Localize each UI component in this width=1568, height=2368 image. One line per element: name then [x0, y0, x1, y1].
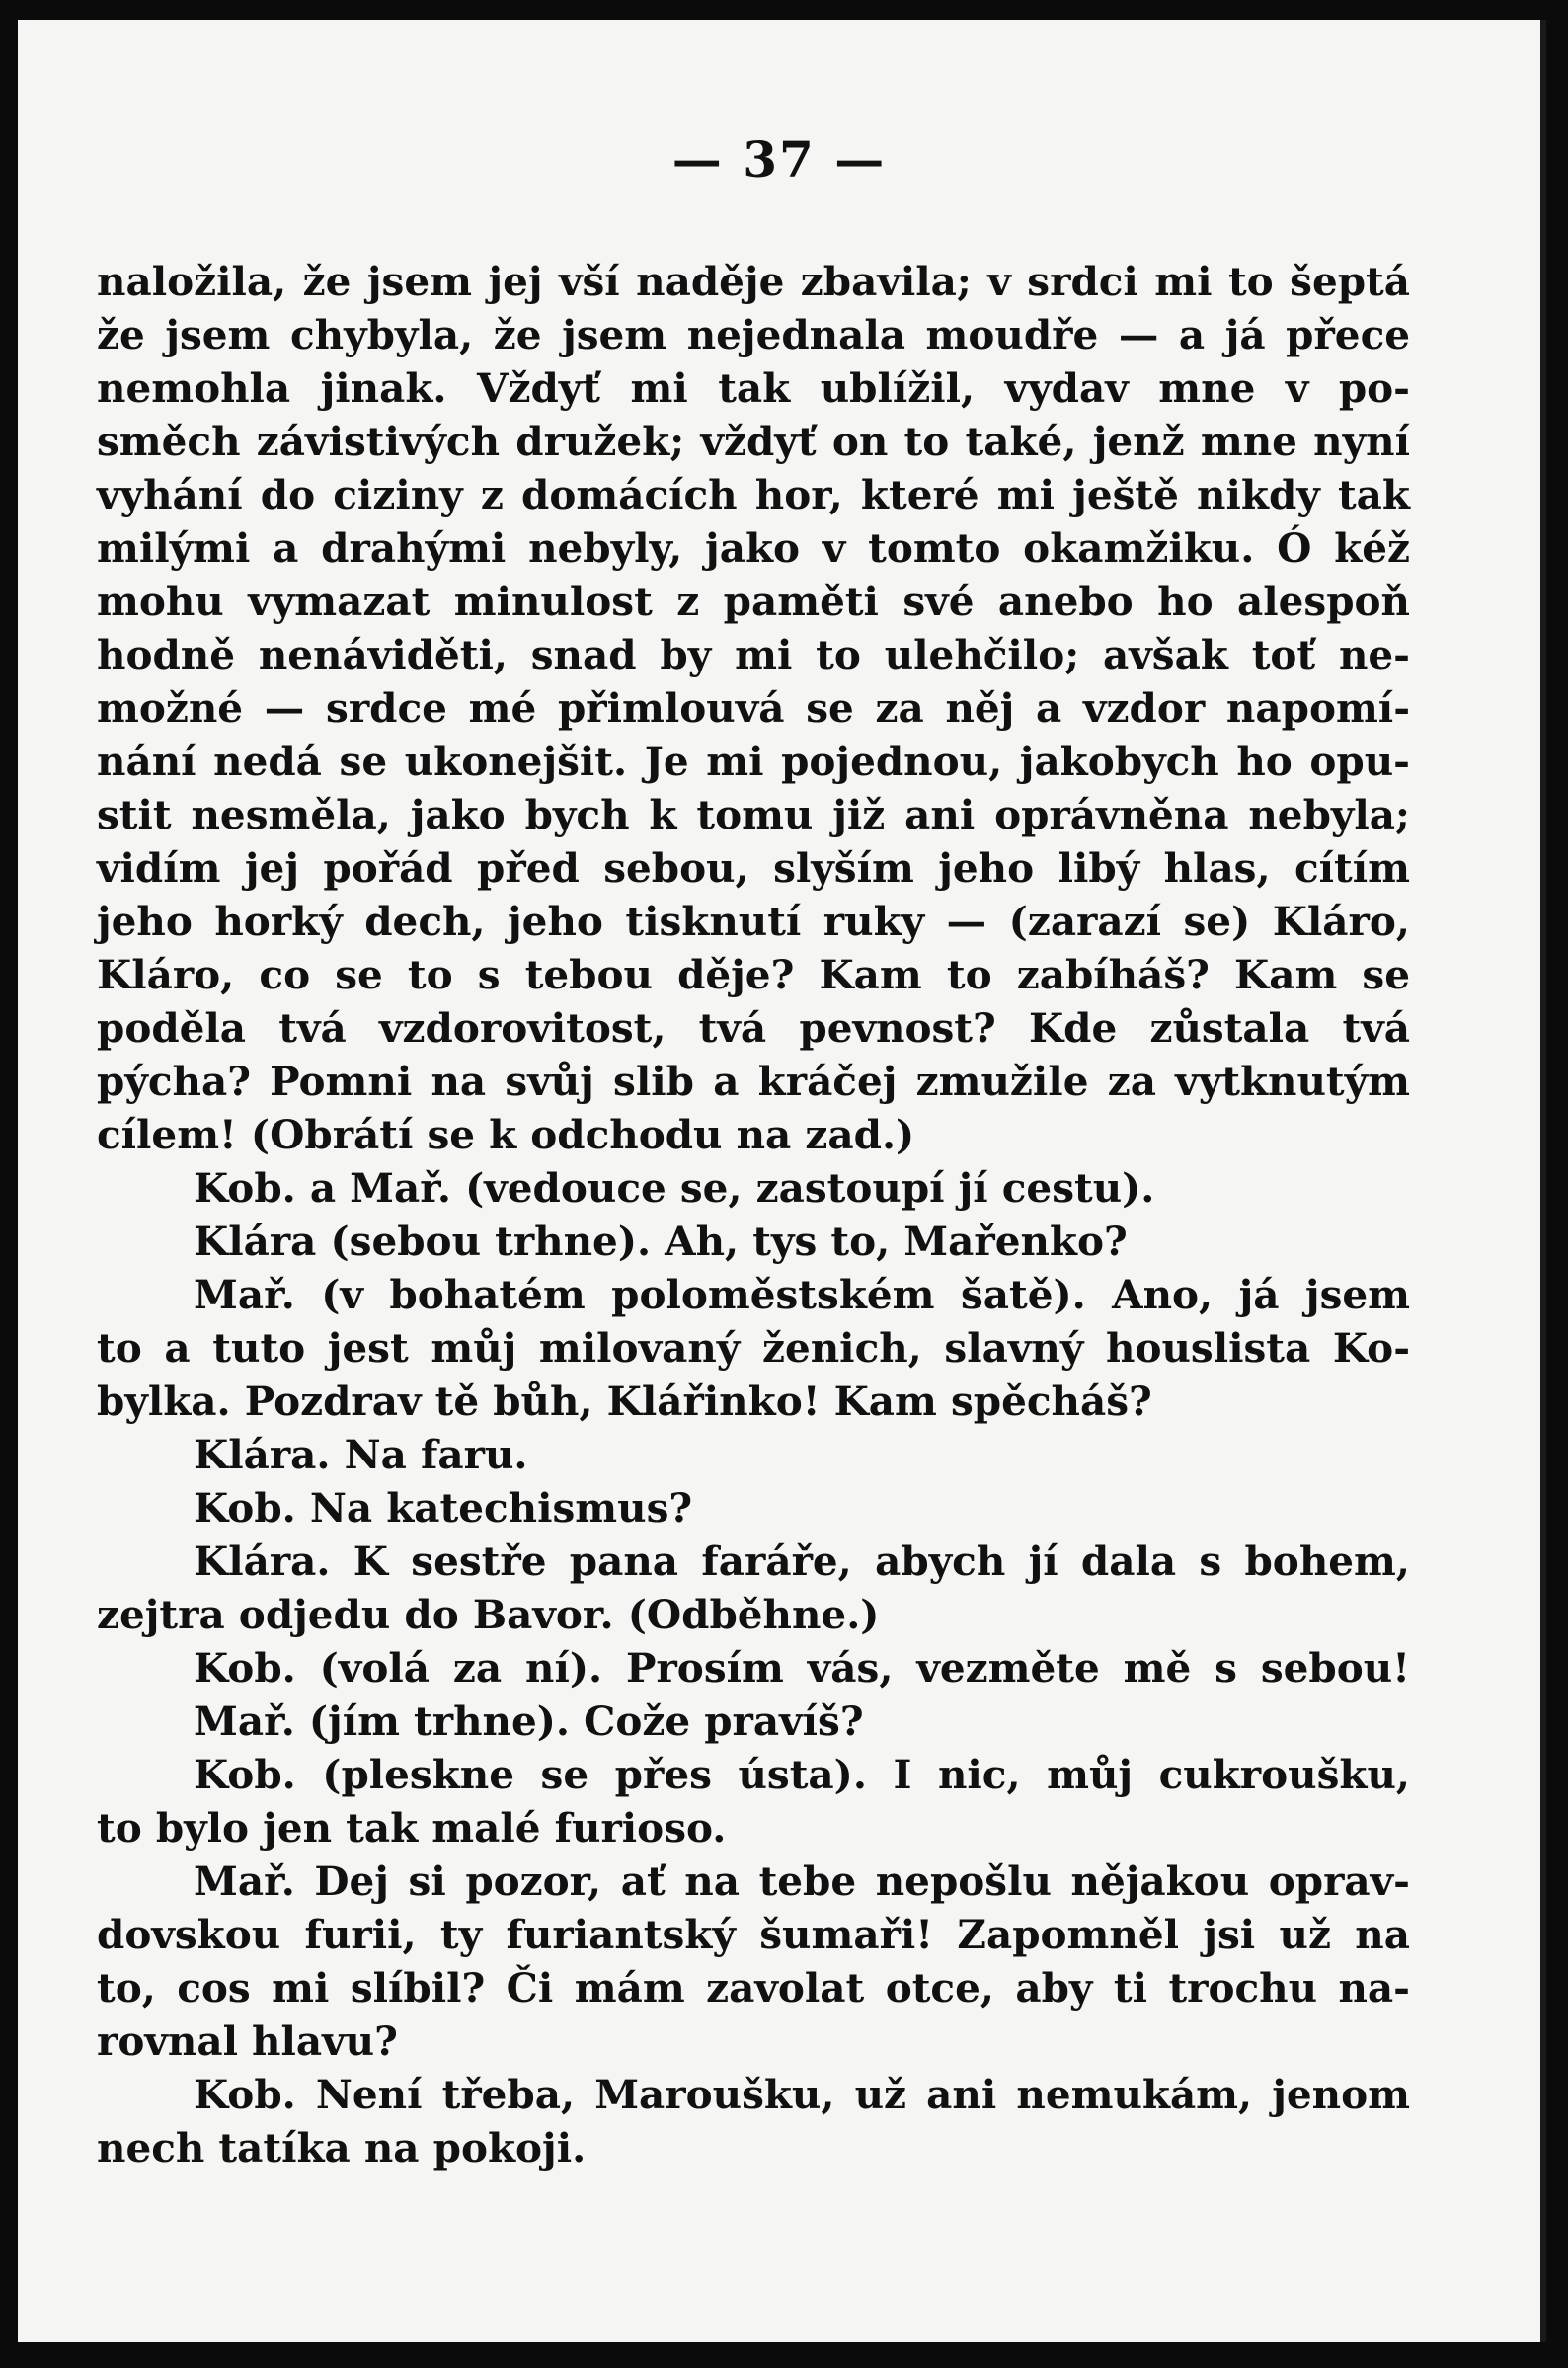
text-line: cílem! (Obrátí se k odchodu na zad.)	[97, 1111, 915, 1158]
text-line: nání nedá se ukonejšit. Je mi pojednou, jakobych ho opu-	[97, 738, 1410, 785]
page-text	[97, 255, 1410, 2174]
text-line: bylka. Pozdrav tě bůh, Klářinko! Kam spěcháš?	[97, 1378, 1152, 1425]
dialogue-line: Mař. (jím trhne). Cože pravíš?	[194, 1697, 864, 1745]
text-line: možné — srdce mé přimlouvá se za něj a vzdor napomí-	[97, 684, 1410, 732]
text-line: zejtra odjedu do Bavor. (Odběhne.)	[97, 1591, 880, 1638]
dialogue-line: Klára (sebou trhne). Ah, tys to, Mařenko?	[194, 1218, 1128, 1265]
text-line: nemohla jinak. Vždyť mi tak ublížil, vydav mne v po-	[97, 364, 1410, 412]
text-line: vidím jej pořád před sebou, slyším jeho libý hlas, cítím	[97, 844, 1410, 892]
dialogue-line: Klára. K sestře pana faráře, abych jí dala s bohem,	[194, 1538, 1410, 1585]
dialogue-line: Mař. (v bohatém poloměstském šatě). Ano, já jsem	[194, 1271, 1410, 1318]
dialogue-line: Kob. Není třeba, Maroušku, už ani nemukám, jenom	[194, 2071, 1410, 2118]
text-line: to, cos mi slíbil? Či mám zavolat otce, aby ti trochu na-	[97, 1964, 1410, 2012]
text-line: vyhání do ciziny z domácích hor, které mi ještě nikdy tak	[97, 471, 1410, 518]
text-line: že jsem chybyla, že jsem nejednala moudře — a já přece	[97, 311, 1410, 358]
text-line: stit nesměla, jako bych k tomu již ani oprávněna nebyla;	[97, 791, 1410, 838]
text-line: pýcha? Pomni na svůj slib a kráčej zmužile za vytknutým	[97, 1058, 1410, 1105]
text-line: mohu vymazat minulost z paměti své anebo ho alespoň	[97, 578, 1410, 625]
text-line: hodně nenáviděti, snad by mi to ulehčilo; avšak toť ne-	[97, 631, 1410, 678]
dialogue-line: Kob. (pleskne se přes ústa). I nic, můj cukroušku,	[194, 1751, 1410, 1798]
text-line: nech tatíka na pokoji.	[97, 2124, 587, 2171]
text-line: směch závistivých družek; vždyť on to také, jenž mne nyní	[97, 418, 1410, 465]
text-line: rovnal hlavu?	[97, 2017, 398, 2065]
dialogue-line: Klára. Na faru.	[194, 1431, 528, 1478]
dialogue-line: Kob. (volá za ní). Prosím vás, vezměte mě s sebou!	[194, 1644, 1410, 1692]
text-line: poděla tvá vzdorovitost, tvá pevnost? Kde zůstala tvá	[97, 1004, 1410, 1052]
dialogue-line: Kob. a Mař. (vedouce se, zastoupí jí cestu).	[194, 1164, 1155, 1212]
dialogue-line: Mař. Dej si pozor, ať na tebe nepošlu nějakou oprav-	[194, 1857, 1410, 1905]
text-line: dovskou furii, ty furiantský šumaři! Zapomněl jsi už na	[97, 1911, 1410, 1958]
dialogue-line: Kob. Na katechismus?	[194, 1484, 693, 1532]
text-line: Kláro, co se to s tebou děje? Kam to zabíháš? Kam se	[97, 951, 1410, 998]
page-number: — 37 —	[671, 130, 887, 189]
book-page	[18, 20, 1546, 2342]
text-line: to a tuto jest můj milovaný ženich, slavný houslista Ko-	[97, 1324, 1410, 1372]
text-line: naložila, že jsem jej vší naděje zbavila; v srdci mi to šeptá	[97, 258, 1410, 305]
text-line: jeho horký dech, jeho tisknutí ruky — (zarazí se) Kláro,	[97, 898, 1410, 945]
text-line: to bylo jen tak malé furioso.	[97, 1804, 727, 1852]
text-line: milými a drahými nebyly, jako v tomto okamžiku. Ó kéž	[97, 524, 1410, 572]
